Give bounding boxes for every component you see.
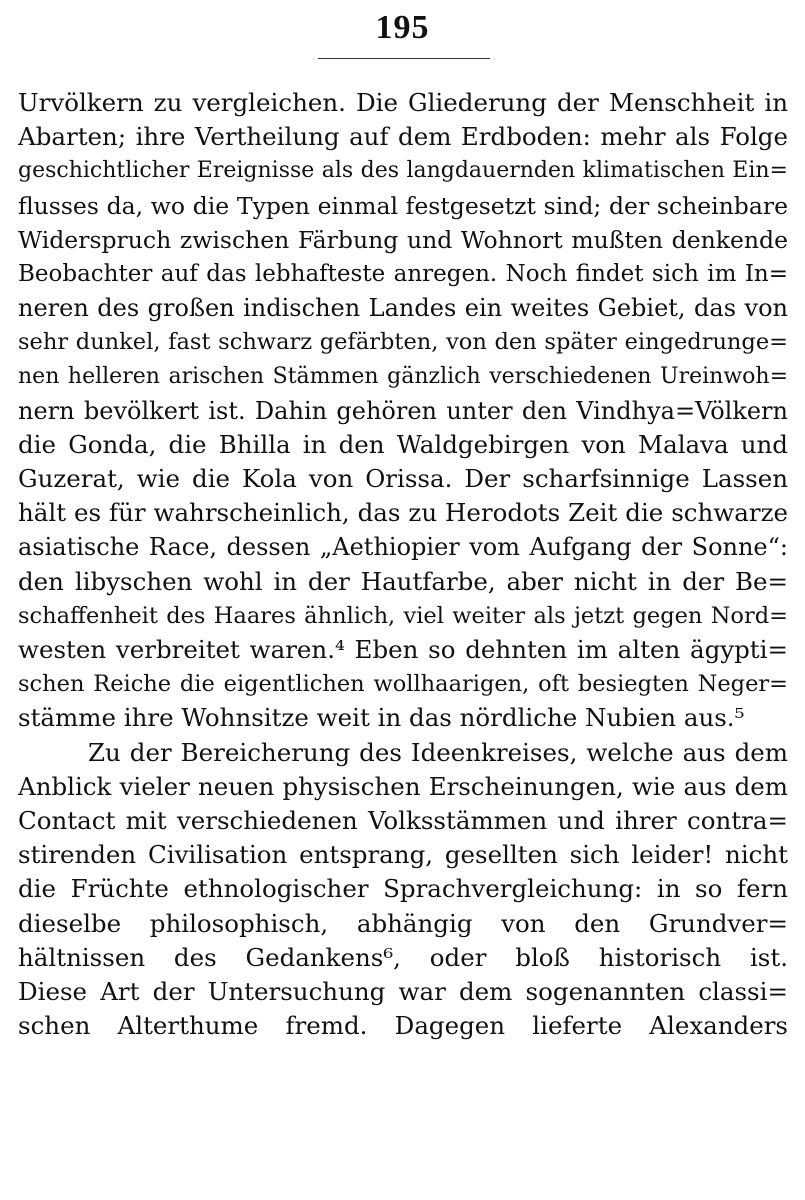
- text-line: sehr dunkel, fast schwarz gefärbten, von den später eingedrunge=: [18, 329, 788, 356]
- text-line: Beobachter auf das lebhafteste anregen. Noch findet sich im In=: [18, 260, 788, 287]
- text-line: Widerspruch zwischen Färbung und Wohnort mußten denkende: [18, 225, 788, 254]
- text-line: asiatische Race, dessen „Aethiopier vom Aufgang der Sonne“:: [18, 533, 788, 562]
- text-line: Contact mit verschiedenen Volksstämmen und ihrer contra=: [18, 805, 788, 835]
- text-line: Urvölkern zu vergleichen. Die Gliederung der Menschheit in: [18, 88, 788, 117]
- text-line: die Gonda, die Bhilla in den Waldgebirgen von Malava und: [18, 429, 788, 459]
- text-line: schaffenheit des Haares ähnlich, viel weiter als jetzt gegen Nord=: [18, 602, 788, 629]
- text-line: nern bevölkert ist. Dahin gehören unter den Vindhya=Völkern: [18, 396, 788, 425]
- text-line: flusses da, wo die Typen einmal festgesetzt sind; der scheinbare: [18, 191, 788, 220]
- text-line: Guzerat, wie die Kola von Orissa. Der scharfsinnige Lassen: [18, 464, 788, 494]
- paragraph-start-line: Zu der Bereicherung des Ideenkreises, welche aus dem: [88, 737, 788, 767]
- text-line: dieselbe philosophisch, abhängig von den Grundver=: [18, 908, 788, 938]
- header-rule: [318, 58, 490, 59]
- text-line: stirenden Civilisation entsprang, gesellten sich leider! nicht: [18, 840, 788, 870]
- text-line: westen verbreitet waren.⁴ Eben so dehnten im alten ägypti=: [18, 635, 788, 664]
- text-line: neren des großen indischen Landes ein weites Gebiet, das von: [18, 294, 788, 323]
- text-line: Anblick vieler neuen physischen Erscheinungen, wie aus dem: [18, 771, 788, 801]
- text-line: nen helleren arischen Stämmen gänzlich verschiedenen Ureinwoh=: [18, 363, 788, 389]
- text-line: Abarten; ihre Vertheilung auf dem Erdboden: mehr als Folge: [18, 122, 788, 152]
- body-text: [18, 86, 788, 1043]
- page-number: 195: [375, 9, 430, 46]
- paragraph-end-line: stämme ihre Wohnsitze weit in das nördliche Nubien aus.⁵: [18, 703, 745, 733]
- text-line: hältnissen des Gedankens⁶, oder bloß historisch ist.: [18, 942, 788, 972]
- text-line: die Früchte ethnologischer Sprachvergleichung: in so fern: [18, 874, 788, 904]
- text-line: schen Alterthume fremd. Dagegen lieferte Alexanders: [18, 1011, 788, 1041]
- text-line: Diese Art der Untersuchung war dem sogenannten classi=: [18, 976, 788, 1006]
- text-line: schen Reiche die eigentlichen wollhaarigen, oft besiegten Neger=: [18, 671, 788, 698]
- text-line: den libyschen wohl in der Hautfarbe, aber nicht in der Be=: [18, 566, 788, 596]
- text-line: geschichtlicher Ereignisse als des langdauernden klimatischen Ein=: [18, 158, 788, 184]
- text-line: hält es für wahrscheinlich, das zu Herodots Zeit die schwarze: [18, 498, 788, 528]
